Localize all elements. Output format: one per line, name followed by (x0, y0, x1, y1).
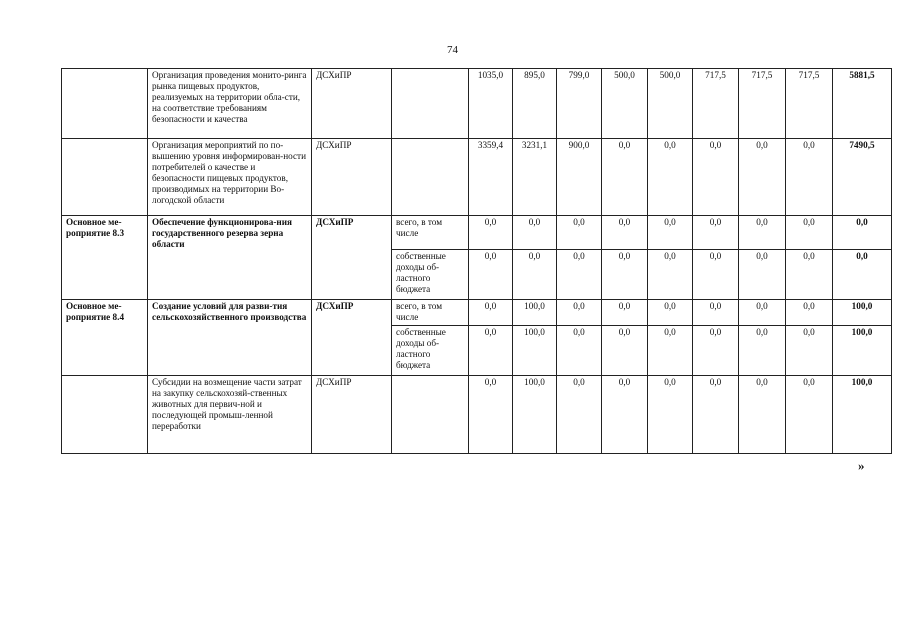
closing-quote: » (858, 458, 865, 473)
measure-code-cell (62, 139, 148, 216)
value-cell: 0,0 (739, 250, 786, 300)
value-cell: 717,5 (739, 69, 786, 139)
value-cell: 0,0 (648, 250, 693, 300)
executor-cell: ДСХиПР (312, 69, 392, 139)
value-cell: 0,0 (469, 376, 513, 454)
table-row (62, 376, 892, 454)
value-cell: 0,0 (739, 216, 786, 250)
value-cell: 0,0 (648, 376, 693, 454)
value-cell: 0,0 (786, 376, 833, 454)
value-cell: 0,0 (557, 216, 602, 250)
value-cell: 0,0 (693, 216, 739, 250)
value-cell: 0,0 (786, 326, 833, 376)
value-cell: 0,0 (557, 300, 602, 326)
funding-source-cell: всего, в том числе (392, 300, 469, 326)
executor-cell: ДСХиПР (312, 216, 392, 300)
value-cell: 0,0 (469, 326, 513, 376)
value-cell: 0,0 (648, 300, 693, 326)
table-row (62, 216, 892, 250)
value-cell: 0,0 (557, 250, 602, 300)
total-cell: 100,0 (833, 300, 892, 326)
total-cell: 100,0 (833, 326, 892, 376)
measure-code-cell (62, 69, 148, 139)
value-cell: 0,0 (786, 300, 833, 326)
executor-cell: ДСХиПР (312, 139, 392, 216)
value-cell: 0,0 (693, 326, 739, 376)
value-cell: 895,0 (513, 69, 557, 139)
funding-source-cell (392, 139, 469, 216)
executor-cell: ДСХиПР (312, 300, 392, 376)
total-cell: 0,0 (833, 216, 892, 250)
value-cell: 0,0 (693, 300, 739, 326)
value-cell: 0,0 (557, 326, 602, 376)
value-cell: 0,0 (648, 139, 693, 216)
value-cell: 0,0 (469, 250, 513, 300)
value-cell: 799,0 (557, 69, 602, 139)
total-cell: 7490,5 (833, 139, 892, 216)
value-cell: 3359,4 (469, 139, 513, 216)
value-cell: 0,0 (786, 250, 833, 300)
measure-code-cell: Основное ме-роприятие 8.3 (62, 216, 148, 300)
value-cell: 500,0 (648, 69, 693, 139)
value-cell: 0,0 (557, 376, 602, 454)
value-cell: 100,0 (513, 376, 557, 454)
value-cell: 0,0 (469, 300, 513, 326)
table-row (62, 69, 892, 139)
value-cell: 0,0 (739, 139, 786, 216)
measure-name-cell: Субсидии на возмещение части затрат на закупку сельскохозяй-ственных животных для первич-ной и последующей промыш-ленной переработки (148, 376, 312, 454)
measure-code-cell (62, 376, 148, 454)
total-cell: 0,0 (833, 250, 892, 300)
value-cell: 0,0 (602, 300, 648, 326)
value-cell: 0,0 (602, 326, 648, 376)
value-cell: 3231,1 (513, 139, 557, 216)
value-cell: 0,0 (693, 139, 739, 216)
measure-name-cell: Организация мероприятий по по-вышению уровня информирован-ности потребителей о качестве и безопасности пищевых продуктов, производимых на территории Во-логодской области (148, 139, 312, 216)
value-cell: 1035,0 (469, 69, 513, 139)
value-cell: 100,0 (513, 300, 557, 326)
value-cell: 0,0 (602, 250, 648, 300)
value-cell: 0,0 (739, 326, 786, 376)
value-cell: 0,0 (648, 326, 693, 376)
value-cell: 0,0 (786, 216, 833, 250)
table-row (62, 139, 892, 216)
value-cell: 717,5 (693, 69, 739, 139)
value-cell: 0,0 (513, 250, 557, 300)
funding-source-cell (392, 376, 469, 454)
value-cell: 0,0 (739, 376, 786, 454)
total-cell: 100,0 (833, 376, 892, 454)
table-row (62, 300, 892, 326)
value-cell: 717,5 (786, 69, 833, 139)
value-cell: 0,0 (693, 376, 739, 454)
measure-name-cell: Организация проведения монито-ринга рынка пищевых продуктов, реализуемых на территории обла-сти, на соответствие требованиям безопасности и качества (148, 69, 312, 139)
funding-source-cell (392, 69, 469, 139)
measure-name-cell: Обеспечение функционирова-ния государственного резерва зерна области (148, 216, 312, 300)
value-cell: 0,0 (602, 139, 648, 216)
value-cell: 0,0 (693, 250, 739, 300)
value-cell: 500,0 (602, 69, 648, 139)
executor-cell: ДСХиПР (312, 376, 392, 454)
value-cell: 0,0 (513, 216, 557, 250)
funding-source-cell: всего, в том числе (392, 216, 469, 250)
value-cell: 0,0 (648, 216, 693, 250)
value-cell: 0,0 (602, 376, 648, 454)
value-cell: 0,0 (786, 139, 833, 216)
funding-source-cell: собственные доходы об-ластного бюджета (392, 250, 469, 300)
value-cell: 0,0 (602, 216, 648, 250)
funding-source-cell: собственные доходы об-ластного бюджета (392, 326, 469, 376)
value-cell: 900,0 (557, 139, 602, 216)
page-number: 74 (447, 44, 458, 56)
total-cell: 5881,5 (833, 69, 892, 139)
measure-code-cell: Основное ме-роприятие 8.4 (62, 300, 148, 376)
value-cell: 0,0 (739, 300, 786, 326)
value-cell: 0,0 (469, 216, 513, 250)
value-cell: 100,0 (513, 326, 557, 376)
measure-name-cell: Создание условий для разви-тия сельскохозяйственного производства (148, 300, 312, 376)
budget-table (61, 68, 892, 454)
